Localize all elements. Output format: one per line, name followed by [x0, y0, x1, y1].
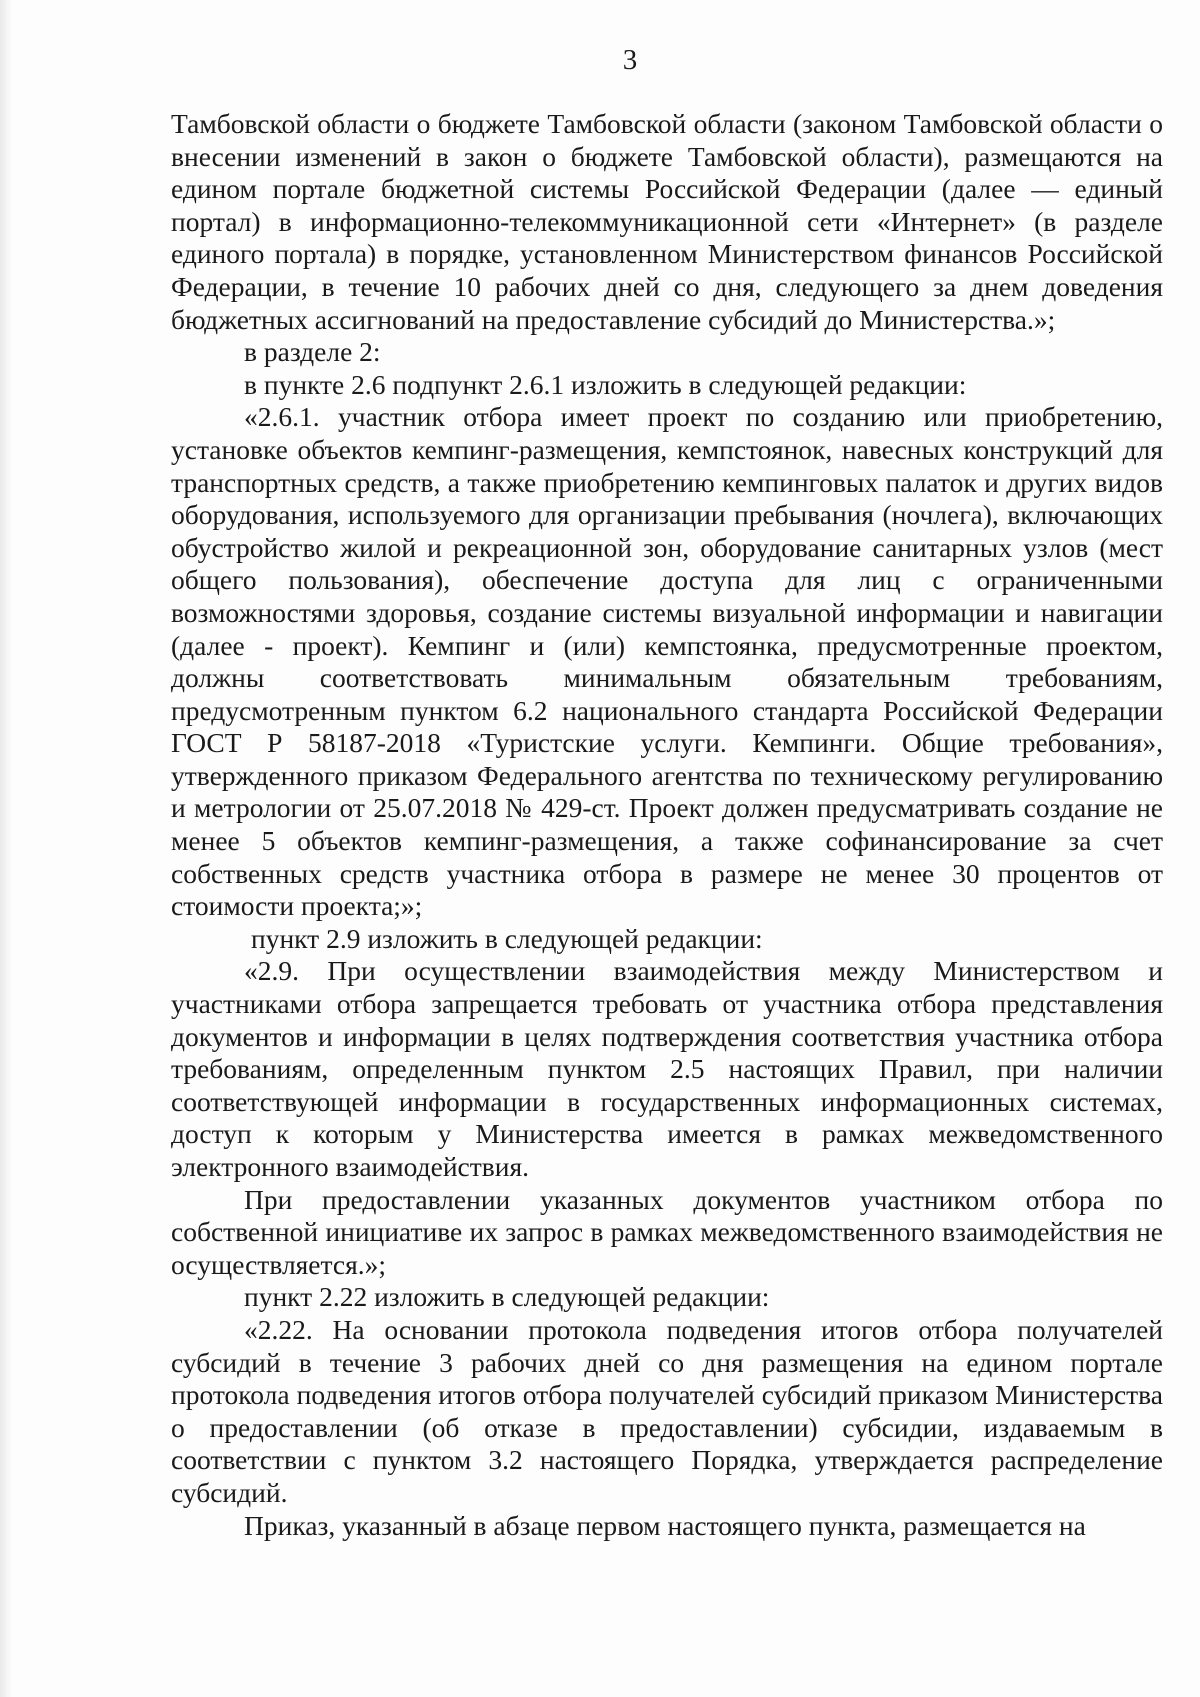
document-body — [171, 108, 1163, 1542]
page-number: 3 — [622, 44, 638, 76]
paragraph-item-2-9: пункт 2.9 изложить в следующей редакции: — [251, 922, 763, 954]
paragraph-continuation: Тамбовской области о бюджете Тамбовской области (законом Тамбовской области о внесении изменений в закон о бюджете Тамбовской области), размещаются на едином портале бюджетной системы Российской Федерации (далее — единый портал) в информационно-телекоммуникационной сети «Интернет» (в разделе единого портала) в порядке, установленном Министерством финансов Российской Федерации, в течение 10 рабочих дней со дня, следующего за днем доведения бюджетных ассигнований на предоставление субсидий до Министерства.»; — [171, 108, 1163, 335]
paragraph-item-2-22: пункт 2.22 изложить в следующей редакции: — [244, 1281, 770, 1313]
paragraph-initiative: При предоставлении указанных документов участником отбора по собственной инициативе их запрос в рамках межведомственного взаимодействия не осуществляется.»; — [171, 1183, 1163, 1280]
paragraph-item-2-6: в пункте 2.6 подпункт 2.6.1 изложить в следующей редакции: — [244, 368, 967, 400]
scan-edge — [0, 0, 12, 1697]
paragraph-text-2-9: «2.9. При осуществлении взаимодействия между Министерством и участниками отбора запрещается требовать от участника отбора представления документов и информации в целях подтверждения соответствия участника отбора требованиям, определенным пунктом 2.5 настоящих Правил, при наличии соответствующей информации в государственных информационных системах, доступ к которым у Министерства имеется в рамках межведомственного электронного взаимодействия. — [171, 955, 1163, 1182]
paragraph-text-2-22: «2.22. На основании протокола подведения итогов отбора получателей субсидий в течение 3 рабочих дней со дня размещения на едином портале протокола подведения итогов отбора получателей субсидий приказом Министерства о предоставлении (об отказе в предоставлении) субсидии, издаваемым в соответствии с пунктом 3.2 настоящего Порядка, утверждается распределение субсидий. — [171, 1313, 1163, 1508]
paragraph-order-placement: Приказ, указанный в абзаце первом настоящего пункта, размещается на — [244, 1509, 1086, 1541]
paragraph-subitem-2-6-1: «2.6.1. участник отбора имеет проект по созданию или приобретению, установке объектов кемпинг-размещения, кемпстоянок, навесных конструкций для транспортных средств, а также приобретению кемпинговых палаток и других видов оборудования, используемого для организации пребывания (ночлега), включающих обустройство жилой и рекреационной зон, оборудование санитарных узлов (мест общего пользования), обеспечение доступа для лиц с ограниченными возможностями здоровья, создание системы визуальной информации и навигации (далее - проект). Кемпинг и (или) кемпстоянка, предусмотренные проектом, должны соответствовать минимальным обязательным требованиям, предусмотренным пунктом 6.2 национального стандарта Российской Федерации ГОСТ Р 58187-2018 «Туристские услуги. Кемпинги. Общие требования», утвержденного приказом Федерального агентства по техническому регулированию и метрологии от 25.07.2018 № 429-ст. Проект должен предусматривать создание не менее 5 объектов кемпинг-размещения, а также софинансирование за счет собственных средств участника отбора в размере не менее 30 процентов от стоимости проекта;»; — [171, 401, 1163, 922]
paragraph-section-2: в разделе 2: — [244, 336, 381, 368]
